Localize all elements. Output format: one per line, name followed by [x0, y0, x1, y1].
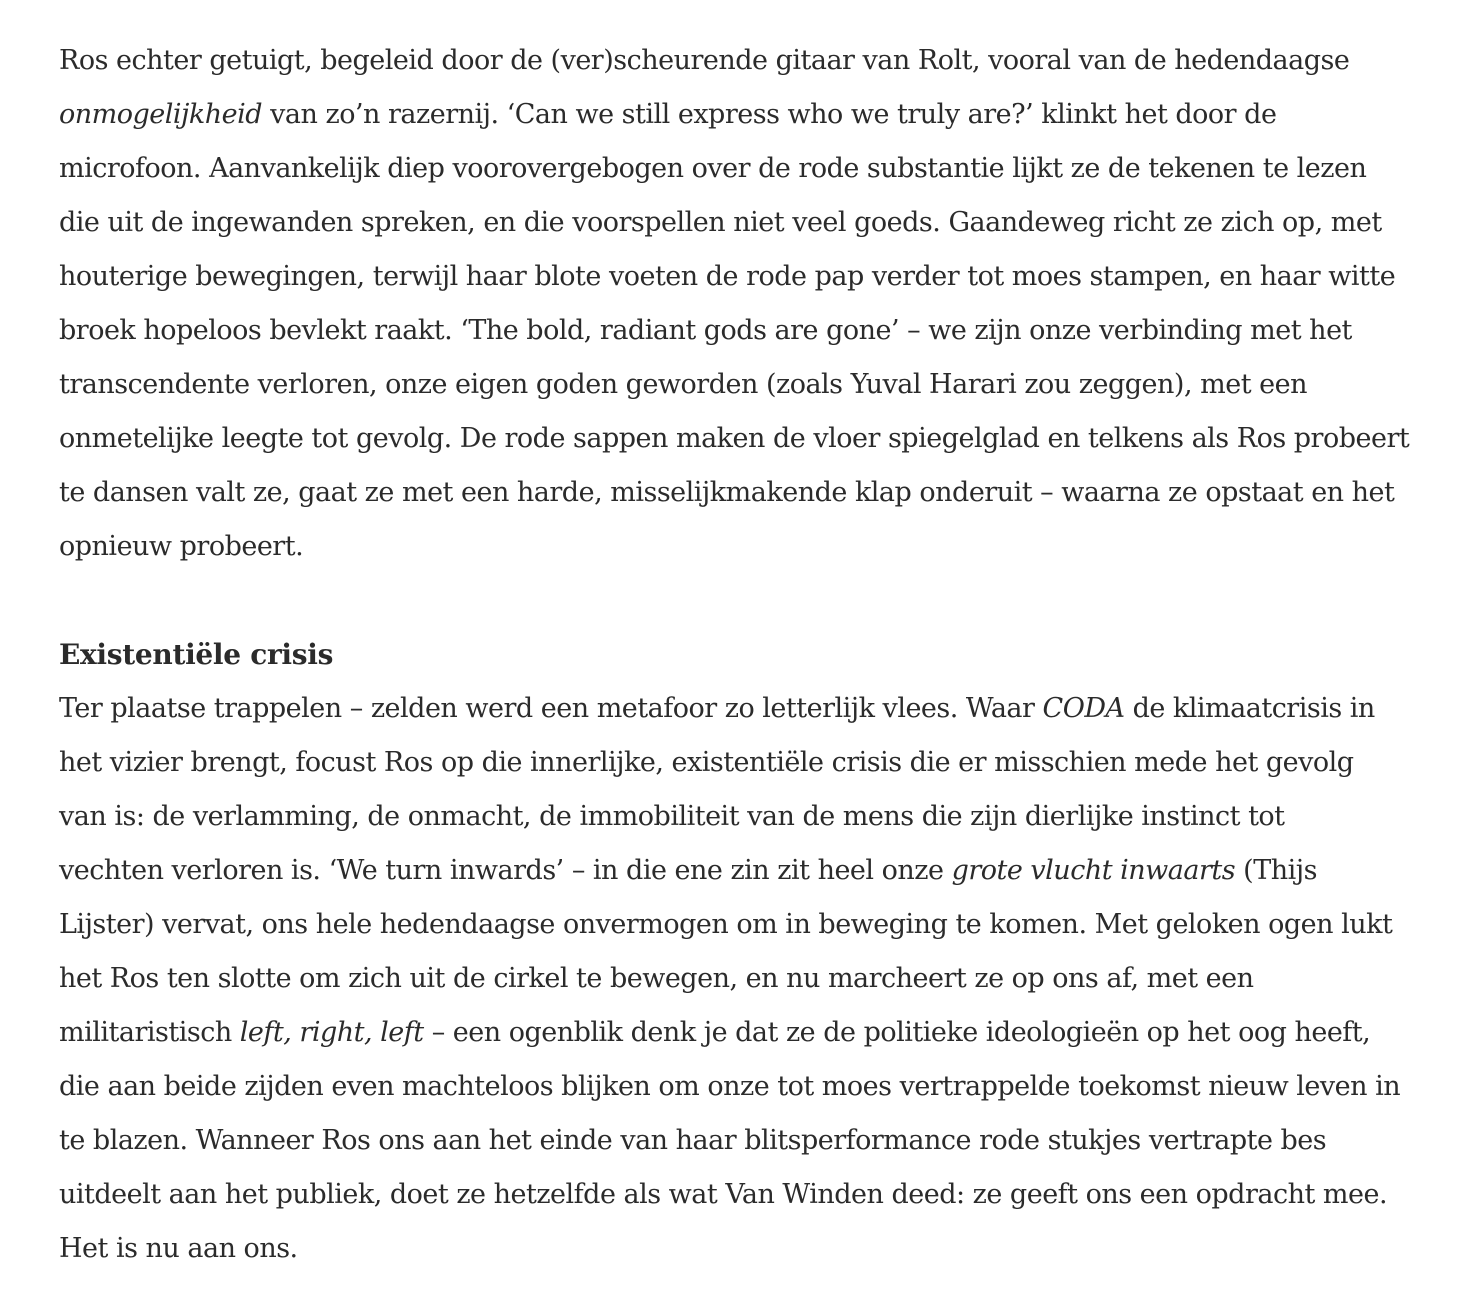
text-line: microfoon. Aanvankelijk diep voorovergebogen over de rode substantie lijkt ze de tekenen te lezen	[59, 153, 1367, 184]
text-line: onmetelijke leegte tot gevolg. De rode sappen maken de vloer spiegelglad en telkens als Ros probeert	[59, 423, 1410, 454]
text-line: transcendente verloren, onze eigen goden geworden (zoals Yuval Harari zou zeggen), met een	[59, 369, 1307, 400]
text-line: onmogelijkheid van zo’n razernij. ‘Can we still express who we truly are?’ klinkt het door de	[59, 99, 1277, 130]
text-line: van is: de verlamming, de onmacht, de immobiliteit van de mens die zijn dierlijke instinct tot	[59, 801, 1285, 832]
text-line: Ros echter getuigt, begeleid door de (ver)scheurende gitaar van Rolt, vooral van de hedendaagse	[59, 45, 1350, 76]
text-line: het Ros ten slotte om zich uit de cirkel te bewegen, en nu marcheert ze op ons af, met een	[59, 963, 1254, 994]
text-line: uitdeelt aan het publiek, doet ze hetzelfde als wat Van Winden deed: ze geeft ons een opdracht mee.	[59, 1179, 1388, 1210]
text-line: Lijster) vervat, ons hele hedendaagse onvermogen om in beweging te komen. Met geloken ogen lukt	[59, 909, 1393, 940]
text-line: te dansen valt ze, gaat ze met een harde, misselijkmakende klap onderuit – waarna ze opstaat en het	[59, 477, 1395, 508]
paragraph-spacer	[59, 574, 1429, 628]
text-line: die aan beide zijden even machteloos blijken om onze tot moes vertrappelde toekomst nieuw leven in	[59, 1071, 1401, 1102]
text-line: opnieuw probeert.	[59, 531, 304, 562]
emphasis: CODA	[1042, 693, 1125, 724]
emphasis: grote vlucht inwaarts	[951, 855, 1236, 886]
emphasis: onmogelijkheid	[59, 99, 263, 130]
text-line: houterige bewegingen, terwijl haar blote voeten de rode pap verder tot moes stampen, en haar witte	[59, 261, 1396, 292]
text-line: die uit de ingewanden spreken, en die voorspellen niet veel goeds. Gaandeweg richt ze zich op, met	[59, 207, 1382, 238]
paragraph-2	[59, 682, 1429, 1276]
article-body	[59, 34, 1429, 1276]
text-line: het vizier brengt, focust Ros op die innerlijke, existentiële crisis die er misschien mede het gevolg	[59, 747, 1354, 778]
emphasis: left, right, left	[239, 1017, 424, 1048]
text-line: vechten verloren is. ‘We turn inwards’ – in die ene zin zit heel onze grote vlucht inwaarts (Thijs	[59, 855, 1317, 886]
text-line: Het is nu aan ons.	[59, 1233, 298, 1264]
text-line: broek hopeloos bevlekt raakt. ‘The bold, radiant gods are gone’ – we zijn onze verbinding met het	[59, 315, 1352, 346]
text-line: Ter plaatse trappelen – zelden werd een metafoor zo letterlijk vlees. Waar CODA de klimaatcrisis in	[59, 693, 1375, 724]
section-heading: Existentiële crisis	[59, 638, 334, 671]
text-line: militaristisch left, right, left – een ogenblik denk je dat ze de politieke ideologieën op het oog heeft,	[59, 1017, 1371, 1048]
text-line: te blazen. Wanneer Ros ons aan het einde van haar blitsperformance rode stukjes vertrapte bes	[59, 1125, 1327, 1156]
paragraph-1	[59, 34, 1429, 574]
